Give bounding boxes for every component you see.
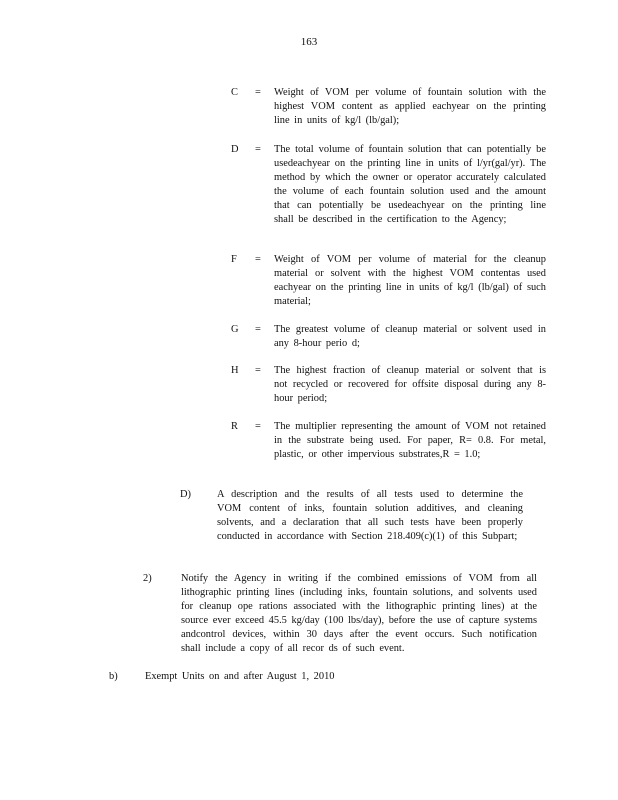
- definition-symbol: D: [231, 144, 239, 155]
- definition-symbol: H: [231, 365, 239, 376]
- definition-text: The multiplier representing the amount of VOM not retained in the substrate being used. For paper, R= 0.8. For metal, plastic, or other impervious substrates,R = 1.0;: [274, 421, 546, 460]
- definition-symbol: C: [231, 87, 238, 98]
- section-heading-text: Exempt Units on and after August 1, 2010: [145, 671, 335, 682]
- definition-text: Weight of VOM per volume of material for the cleanup material or solvent with the highest VOM contentas used eachyear on the printing line in units of kg/l (lb/gal) of such material;: [274, 254, 546, 307]
- list-marker: b): [109, 671, 118, 682]
- definition-c: [231, 86, 561, 128]
- equals-sign: =: [255, 324, 261, 335]
- definition-text: The total volume of fountain solution that can potentially be usedeachyear on the printing line in units of l/yr(gal/yr). The method by which the owner or operator accurately calculated the volume of each fountain solution used and the amount that can potentially be usedeachyear on the printing line shall be described in the certification to the Agency;: [274, 144, 546, 225]
- equals-sign: =: [255, 421, 261, 432]
- definition-f: [231, 253, 561, 309]
- definition-h: [231, 364, 561, 406]
- definition-text: The highest fraction of cleanup material or solvent that is not recycled or recovered for offsite disposal during any 8-hour period;: [274, 365, 546, 404]
- definition-symbol: G: [231, 324, 239, 335]
- equals-sign: =: [255, 365, 261, 376]
- list-item-b: [109, 670, 409, 684]
- definition-r: [231, 420, 561, 462]
- definition-text: The greatest volume of cleanup material or solvent used in any 8-hour perio d;: [274, 324, 546, 349]
- definition-symbol: F: [231, 254, 237, 265]
- list-item-d: [180, 488, 530, 544]
- list-item-text: A description and the results of all tests used to determine the VOM content of inks, fountain solution additives, and cleaning solvents, and a declaration that all such tests have been properly conducted in accordance with Section 218.409(c)(1) of this Subpart;: [217, 489, 523, 542]
- definition-d: [231, 143, 561, 227]
- list-marker: 2): [143, 573, 152, 584]
- definition-g: [231, 323, 561, 351]
- list-item-2: [143, 572, 543, 656]
- list-item-text: Notify the Agency in writing if the combined emissions of VOM from all lithographic printing lines (including inks, fountain solutions, and solvents used for cleanup ope rations associated with the lithographic printing lines) at the source ever exceed 45.5 kg/day (100 lbs/day), before the use of capture systems andcontrol devices, within 30 days after the event occurs. Such notification shall include a copy of all recor ds of such event.: [181, 573, 537, 654]
- equals-sign: =: [255, 254, 261, 265]
- list-marker: D): [180, 489, 191, 500]
- definition-text: Weight of VOM per volume of fountain solution with the highest VOM content as applied eachyear on the printing line in units of kg/l (lb/gal);: [274, 87, 546, 126]
- definition-symbol: R: [231, 421, 238, 432]
- equals-sign: =: [255, 144, 261, 155]
- page-number: 163: [300, 36, 318, 48]
- equals-sign: =: [255, 87, 261, 98]
